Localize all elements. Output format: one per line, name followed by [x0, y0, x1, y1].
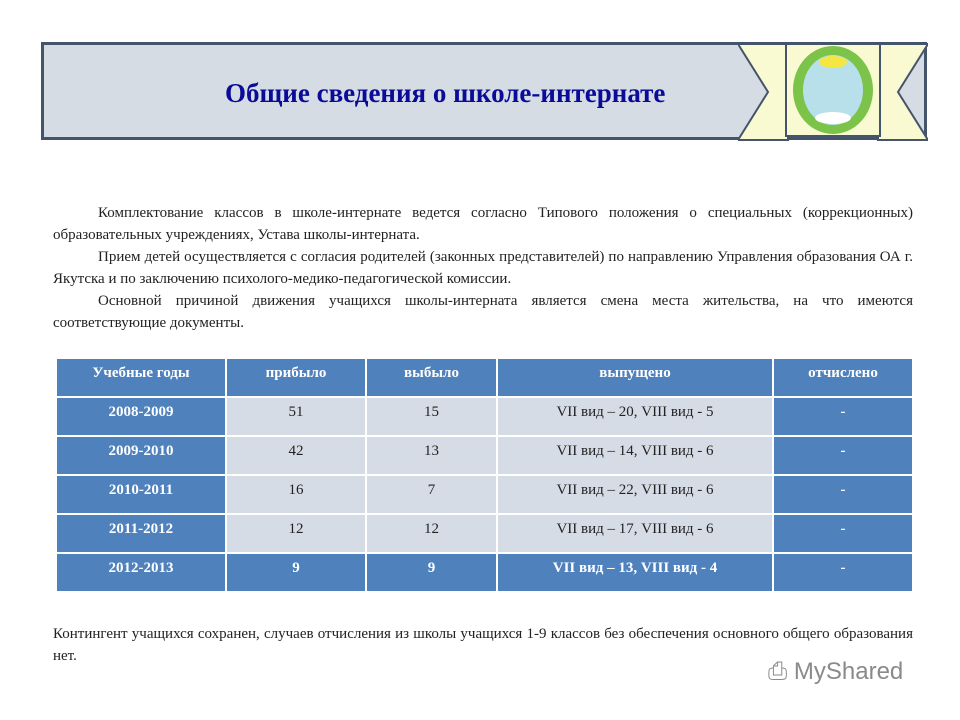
table-row: 2011-2012 12 12 VII вид – 17, VIII вид - 6 -	[57, 515, 912, 552]
table-row: 2008-2009 51 15 VII вид – 20, VIII вид - 5 -	[57, 398, 912, 435]
table-header: Учебные годы прибыло выбыло выпущено отчислено	[57, 359, 912, 396]
intro-text: Комплектование классов в школе-интернате ведется согласно Типового положения о специальных (коррекционных) образовательных учреждениях, Устава школы-интерната. Прием детей осуществляется с согласия родителей (законных представителей) по направлению Управления образования ОА г. Якутска и по заключению психолого-медико-педагогической комиссии. Основной причиной движения учащихся школы-интерната является смена места жительства, на что имеются соответствующие документы.	[53, 205, 913, 331]
share-icon: ⎙	[768, 658, 794, 685]
student-movement-table	[55, 357, 914, 593]
footer-text: Контингент учащихся сохранен, случаев отчисления из школы учащихся 1-9 классов без обеспечения основного общего образования нет.	[53, 626, 913, 664]
table-row: 2010-2011 16 7 VII вид – 22, VIII вид - 6 -	[57, 476, 912, 513]
watermark: ⎙ MyShared	[768, 658, 904, 685]
school-emblem-icon	[738, 42, 928, 142]
table-row: 2012-2013 9 9 VII вид – 13, VIII вид - 4 -	[57, 554, 912, 591]
table-row: 2009-2010 42 13 VII вид – 14, VIII вид - 6 -	[57, 437, 912, 474]
page-title: Общие сведения о школе-интернате	[225, 78, 666, 108]
